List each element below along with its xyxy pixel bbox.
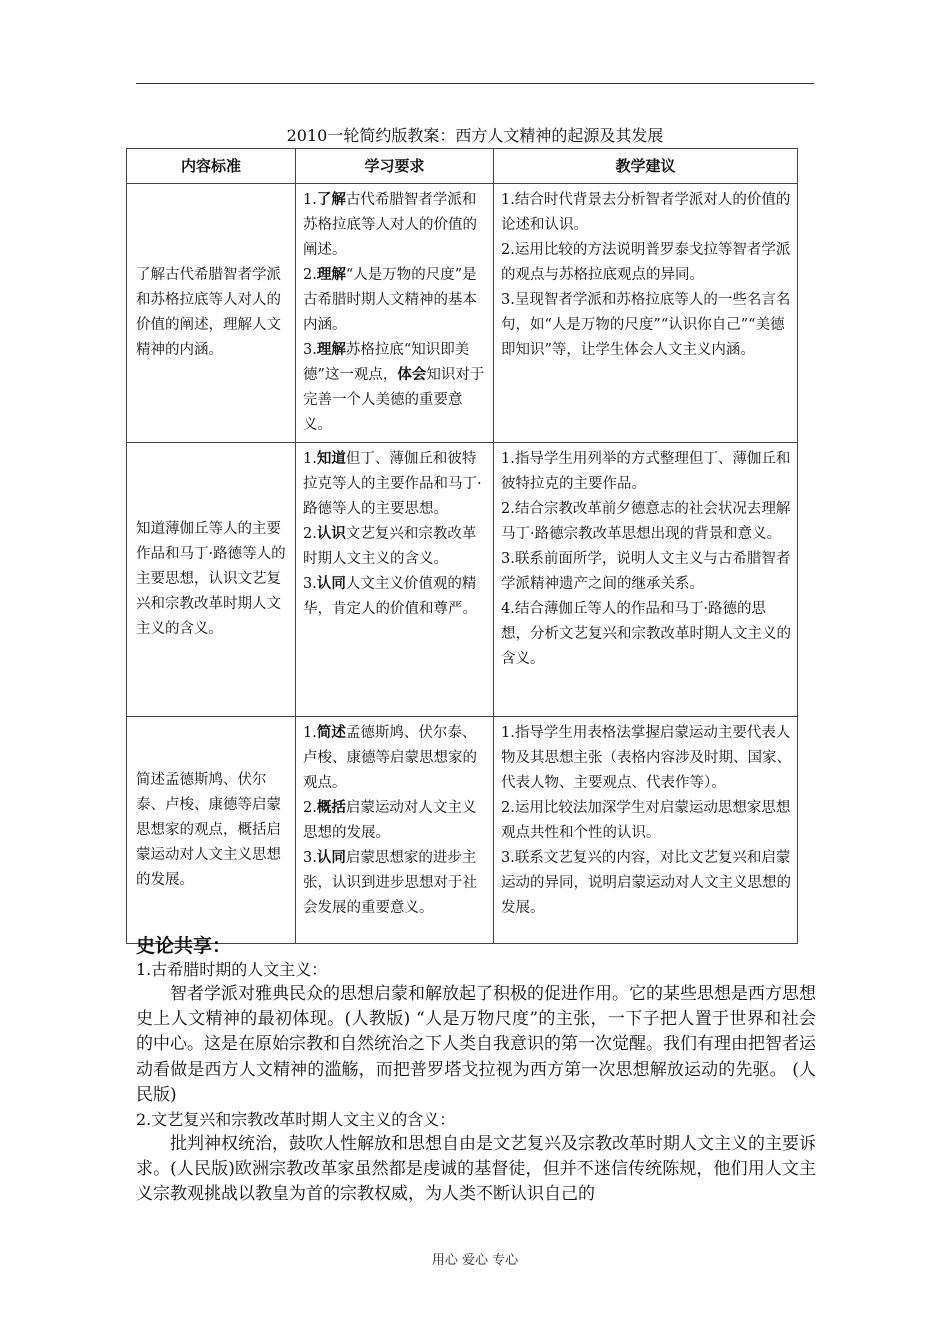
requirement-keyword: 概括 [316,800,346,816]
paragraph: 智者学派对雅典民众的思想启蒙和解放起了积极的促进作用。它的某些思想是西方思想史上人文精神的最初体现。(人教版) “人是万物尺度”的主张，一下子把人置于世界和社会的中心。这是在原始宗教和自然统治之下人类自我意识的第一次觉醒。我们有理由把智者运动看做是西方人文精神的滥觞，而把普罗塔戈拉视为西方第一次思想解放运动的先驱。 (人民版) [136,984,816,1105]
requirement-item: 2.理解“人是万物的尺度”是古希腊时期人文精神的基本内涵。 [303,267,477,333]
requirement-item: 1.知道但丁、薄伽丘和彼特拉克等人的主要作品和马丁·路德等人的主要思想。 [303,451,482,517]
requirement-keyword: 认同 [316,850,346,866]
requirements-cell [296,443,494,717]
column-header-requirements: 学习要求 [296,149,494,184]
requirement-keyword: 简述 [316,725,346,741]
suggestion-item: 2.运用比较法加深学生对启蒙运动思想家思想观点共性和个性的认识。 [501,800,791,841]
requirement-item: 2.认识文艺复兴和宗教改革时期人文主义的含义。 [303,526,477,567]
requirement-keyword: 了解 [316,192,346,208]
table-row [127,184,798,443]
page-footer: 用心 爱心 专心 [431,1253,519,1268]
requirement-keyword: 理解 [316,342,346,358]
suggestion-item: 1.指导学生用表格法掌握启蒙运动主要代表人物及其思想主张（表格内容涉及时期、国家、代表人物、主要观点、代表作等）。 [501,725,791,791]
subsection-heading: 1.古希腊时期的人文主义： [136,960,328,979]
requirement-keyword: 体会 [397,367,427,383]
requirement-keyword: 理解 [316,267,346,283]
header-rule [136,83,814,84]
suggestion-item: 2.运用比较的方法说明普罗泰戈拉等智者学派的观点与苏格拉底观点的异同。 [501,242,791,283]
suggestion-item: 3.联系文艺复兴的内容，对比文艺复兴和启蒙运动的异同，说明启蒙运动对人文主义思想的发展。 [501,850,791,916]
requirement-item: 3.认同人文主义价值观的精华，肯定人的价值和尊严。 [303,576,477,617]
suggestion-item: 1.结合时代背景去分析智者学派对人的价值的论述和认识。 [501,192,791,233]
requirements-cell [296,717,494,944]
section-heading: 史论共享： [136,935,232,957]
requirement-keyword: 知道 [316,451,346,467]
suggestions-cell [494,443,798,717]
suggestion-item: 4.结合薄伽丘等人的作品和马丁·路德的思想，分析文艺复兴和宗教改革时期人文主义的含义。 [501,601,791,667]
requirements-cell [296,184,494,443]
suggestion-item: 3.联系前面所学，说明人文主义与古希腊智者学派精神遗产之间的继承关系。 [501,551,791,592]
column-header-standard: 内容标准 [127,149,296,184]
requirement-item: 3.理解苏格拉底“知识即美德”这一观点，体会知识对于完善一个人美德的重要意义。 [303,342,485,433]
standard-cell: 了解古代希腊智者学派和苏格拉底等人对人的价值的阐述，理解人文精神的内涵。 [127,184,296,443]
standard-cell: 简述孟德斯鸠、伏尔泰、卢梭、康德等启蒙思想家的观点，概括启蒙运动对人文主义思想的发展。 [127,717,296,944]
requirement-keyword: 认同 [316,576,346,592]
subsection-heading: 2.文艺复兴和宗教改革时期人文主义的含义： [136,1110,456,1130]
table-header-row [127,149,798,184]
document-title: 2010一轮简约版教案：西方人文精神的起源及其发展 [286,126,664,145]
suggestion-item: 3.呈现智者学派和苏格拉底等人的一些名言名句，如“人是万物的尺度”“认识你自己”“美德即知识”等，让学生体会人文主义内涵。 [501,292,791,358]
column-header-suggestions: 教学建议 [494,149,798,184]
suggestions-cell [494,184,798,443]
standard-cell: 知道薄伽丘等人的主要作品和马丁·路德等人的主要思想，认识文艺复兴和宗教改革时期人文主义的含义。 [127,443,296,717]
suggestion-item: 1.指导学生用列举的方式整理但丁、薄伽丘和彼特拉克的主要作品。 [501,451,791,492]
suggestion-item: 2.结合宗教改革前夕德意志的社会状况去理解马丁·路德宗教改革思想出现的背景和意义。 [501,501,791,542]
table-row [127,443,798,717]
paragraph: 批判神权统治，鼓吹人性解放和思想自由是文艺复兴及宗教改革时期人文主义的主要诉求。(人民版)欧洲宗教改革家虽然都是虔诚的基督徒，但并不迷信传统陈规，他们用人文主义宗教观挑战以教皇为首的宗教权威，为人类不断认识自己的 [136,1134,816,1205]
curriculum-table [126,148,798,944]
requirement-item: 1.简述孟德斯鸠、伏尔泰、卢梭、康德等启蒙思想家的观点。 [303,725,477,791]
requirement-item: 3.认同启蒙思想家的进步主张，认识到进步思想对于社会发展的重要意义。 [303,850,477,916]
requirement-keyword: 认识 [316,526,346,542]
requirement-item: 2.概括启蒙运动对人文主义思想的发展。 [303,800,477,841]
suggestions-cell [494,717,798,944]
table-row [127,717,798,944]
discussion-section [136,934,816,1208]
requirement-item: 1.了解古代希腊智者学派和苏格拉底等人对人的价值的阐述。 [303,192,477,258]
